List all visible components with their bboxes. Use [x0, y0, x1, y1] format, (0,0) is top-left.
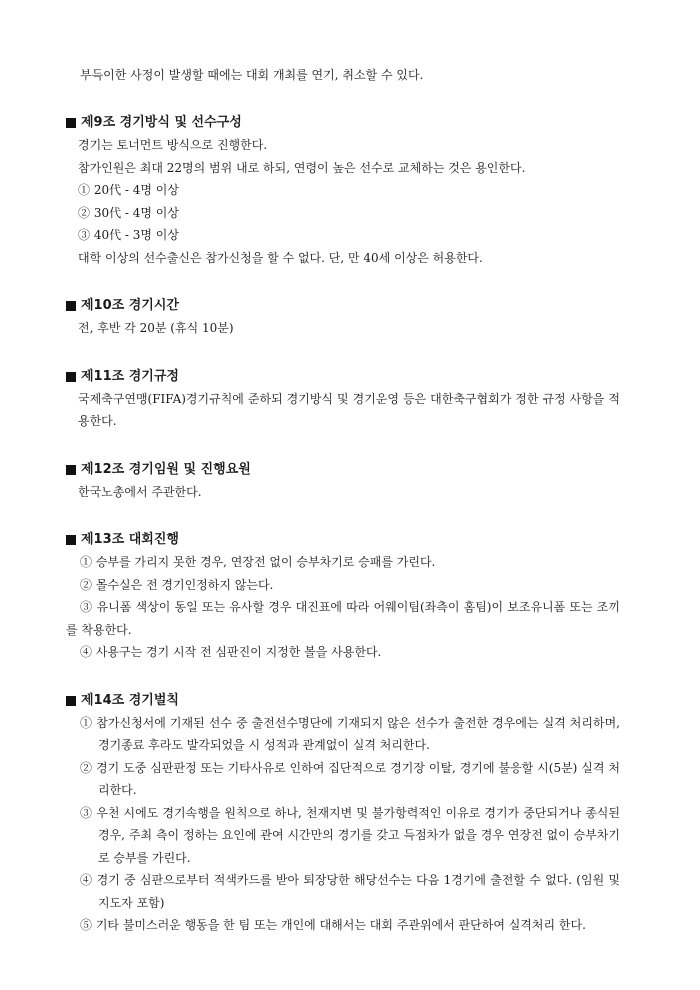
square-bullet-icon	[66, 372, 76, 382]
list-item: ② 30代 - 4명 이상	[78, 205, 179, 220]
intro-text: 부득이한 사정이 발생할 때에는 대회 개최를 연기, 취소할 수 있다.	[80, 68, 424, 82]
list-item: ① 참가신청서에 기재된 선수 중 출전선수명단에 기재되지 않은 선수가 출전한 경우에는 실격 처리하며, 경기종료 후라도 발각되었을 시 성적과 관계없이 실격 처리한다.	[80, 715, 620, 752]
body-line: 참가인원은 최대 22명의 범위 내로 하되, 연령이 높은 선수로 교체하는 것은 용인한다.	[78, 160, 526, 175]
section-article-10	[66, 295, 620, 340]
square-bullet-icon	[66, 696, 76, 706]
section-article-14	[66, 690, 620, 937]
list-item: ② 몰수실은 전 경기인정하지 않는다.	[80, 577, 274, 592]
section-heading: 제9조 경기방식 및 선수구성	[66, 112, 620, 134]
list-item: ③ 우천 시에도 경기속행을 원칙으로 하나, 천재지변 및 불가항력적인 이유로 경기가 중단되거나 종식된 경우, 주최 측이 정하는 요인에 관여 시간만의 경기를 갖고 득점차가 없을 경우 연장전 없이 승부차기로 승부를 가린다.	[80, 805, 620, 865]
list-item: ① 승부를 가리지 못한 경우, 연장전 없이 승부차기로 승패를 가린다.	[80, 555, 436, 569]
section-heading: 제10조 경기시간	[66, 295, 620, 317]
section-article-13	[66, 529, 620, 664]
list-item: ④ 사용구는 경기 시작 전 심판진이 지정한 볼을 사용한다.	[80, 645, 382, 659]
square-bullet-icon	[66, 465, 76, 475]
body-line: 한국노총에서 주관한다.	[78, 484, 202, 499]
section-heading: 제13조 대회진행	[66, 529, 620, 551]
list-item: ③ 40代 - 3명 이상	[78, 228, 179, 242]
section-heading: 제14조 경기벌칙	[66, 690, 620, 712]
body-line: 경기는 토너먼트 방식으로 진행한다.	[78, 138, 268, 152]
list-item: ⑤ 기타 불미스러운 행동을 한 팀 또는 개인에 대해서는 대회 주관위에서 판단하여 실격처리 한다.	[80, 918, 586, 932]
list-item: ② 경기 도중 심판판정 또는 기타사유로 인하여 집단적으로 경기장 이탈, 경기에 불응할 시(5분) 실격 처리한다.	[80, 760, 620, 797]
section-article-9	[66, 112, 620, 269]
section-heading: 제11조 경기규정	[66, 366, 620, 388]
list-item: ① 20代 - 4명 이상	[78, 183, 179, 197]
square-bullet-icon	[66, 118, 76, 128]
section-heading: 제12조 경기임원 및 진행요원	[66, 459, 620, 481]
body-line: 대학 이상의 선수출신은 참가신청을 할 수 없다. 단, 만 40세 이상은 허용한다.	[78, 250, 483, 265]
list-item: ④ 경기 중 심판으로부터 적색카드를 받아 퇴장당한 해당선수는 다음 1경기에 출전할 수 없다. (임원 및 지도자 포함)	[80, 873, 620, 910]
square-bullet-icon	[66, 535, 76, 545]
body-line: 전, 후반 각 20분 (휴식 10분)	[78, 321, 234, 335]
section-article-11	[66, 366, 620, 433]
list-item: ③ 유니폼 색상이 동일 또는 유사할 경우 대진표에 따라 어웨이팀(좌측이 홈팀)이 보조유니폼 또는 조끼를 착용한다.	[66, 600, 620, 637]
square-bullet-icon	[66, 301, 76, 311]
body-line: 국제축구연맹(FIFA)경기규칙에 준하되 경기방식 및 경기운영 등은 대한축구협회가 정한 규정 사항을 적용한다.	[78, 391, 620, 428]
section-article-12	[66, 459, 620, 504]
